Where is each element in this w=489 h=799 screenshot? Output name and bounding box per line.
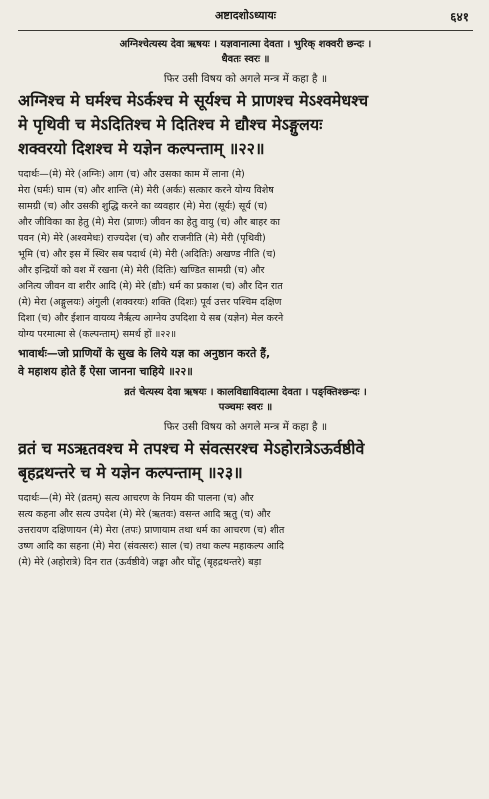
mantra-line: व्रतं च मऽऋतवश्च मे तपश्च मे संवत्सरश्च मेऽहोरात्रेऽऊर्वष्ठीवे (18, 439, 365, 458)
bhavartha-line: भावार्थः—जो प्राणियों के सुख के लिये यज्ञ का अनुष्ठान करते हैं, (18, 347, 271, 360)
mantra-22-padartha (18, 167, 473, 343)
mantra-line: मे पृथिवी च मेऽदितिश्च मे दितिश्च मे द्यौश्च मेऽङ्गुलयः (18, 115, 323, 134)
mantra-line: बृहद्रथन्तरे च मे यज्ञेन कल्पन्ताम् ॥२३॥ (18, 463, 243, 482)
padartha-line: सामग्री (च) और उसकी शुद्धि करने का व्यवहार (मे) मेरा (सूर्यः) सूर्य (च) (18, 201, 268, 212)
page-number: ६४१ (450, 10, 469, 24)
padartha-line: पदार्थः—(मे) मेरे (अग्निः) आग (च) और उसका काम में लाना (मे) (18, 169, 245, 180)
mantra-23-rishi-devata: व्रतं चेत्यस्य देवा ऋषयः । कालविद्याविदात्मा देवता । पङ्क्तिश्छन्दः । (124, 387, 367, 398)
padartha-line: पवन (मे) मेरे (अश्वमेधः) राज्यदेश (च) और राजनीति (मे) मेरी (पृथिवी) (18, 233, 266, 244)
padartha-line: और इन्द्रियों को वश में रखना (मे) मेरी (दितिः) खण्डित सामग्री (च) और (18, 265, 265, 276)
mantra-22-text (18, 89, 473, 161)
padartha-line: (मे) मेरा (अङ्गुलयः) अंगुली (शक्वरयः) शक्ति (दिशः) पूर्व उत्तर पश्चिम दक्षिण (18, 297, 282, 308)
padartha-line: उष्ण आदि का सहना (मे) मेरा (संवत्सरः) साल (च) तथा कल्प महाकल्प आदि (18, 541, 284, 552)
header-rule (18, 30, 473, 31)
padartha-line: अनित्य जीवन वा शरीर आदि (मे) मेरे (द्यौः) धर्म का प्रकाश (च) और दिन रात (18, 281, 283, 292)
padartha-line: योग्य परमात्मा से (कल्पन्ताम्) समर्थ हों ॥२२॥ (18, 329, 177, 340)
mantra-22-intro: फिर उसी विषय को अगले मन्त्र में कहा है ॥ (163, 73, 328, 85)
padartha-line: मेरा (घर्मः) घाम (च) और शान्ति (मे) मेरी (अर्कः) सत्कार करने योग्य विशेष (18, 185, 274, 196)
padartha-line: पदार्थः—(मे) मेरे (व्रतम्) सत्य आचरण के नियम की पालना (च) और (18, 493, 254, 504)
page-header (18, 8, 473, 26)
mantra-23-svara: पञ्चमः स्वरः ॥ (218, 402, 273, 413)
padartha-line: भूमि (च) और इस में स्थिर सब पदार्थ (मे) मेरी (अदितिः) अखण्ड नीति (च) (18, 249, 276, 260)
padartha-line: और जीविका का हेतु (मे) मेरा (प्राणः) जीवन का हेतु वायु (च) और बाहर का (18, 217, 281, 228)
mantra-23-text (18, 437, 473, 485)
mantra-23-padartha (18, 491, 473, 571)
mantra-22-rishi-devata: अग्निश्चेत्यस्य देवा ऋषयः । यज्ञवानात्मा देवता । भुरिक् शक्वरी छन्दः । (119, 39, 372, 50)
padartha-line: उत्तरायण दक्षिणायन (मे) मेरा (तपः) प्राणायाम तथा धर्म का आचरण (च) शीत (18, 525, 285, 536)
bhavartha-line: वे महाशय होते हैं ऐसा जानना चाहिये ॥२२॥ (18, 365, 193, 378)
padartha-line: दिशा (च) और ईशान वायव्य नैर्ऋत्य आग्नेय उपदिशा ये सब (यज्ञेन) मेल करने (18, 313, 284, 324)
mantra-line: अग्निश्च मे घर्मश्च मेऽर्कश्च मे सूर्यश्च मे प्राणश्च मेऽश्वमेधश्च (18, 91, 369, 110)
padartha-line: सत्य कहना और सत्य उपदेश (मे) मेरे (ऋतवः) वसन्त आदि ऋतु (च) और (18, 509, 271, 520)
padartha-line: (मे) मेरे (अहोरात्रे) दिन रात (ऊर्वष्ठीवे) जङ्घा और घोंटू (बृहद्रथन्तरे) बड़ा (18, 557, 262, 568)
mantra-22-svara: धैवतः स्वरः ॥ (221, 54, 270, 65)
mantra-22-bhavartha (18, 345, 473, 381)
mantra-23-intro: फिर उसी विषय को अगले मन्त्र में कहा है ॥ (163, 421, 328, 433)
chapter-title: अष्टादशोऽध्यायः (215, 9, 276, 22)
mantra-line: शक्वरयो दिशश्च मे यज्ञेन कल्पन्ताम् ॥२२॥ (18, 139, 265, 158)
